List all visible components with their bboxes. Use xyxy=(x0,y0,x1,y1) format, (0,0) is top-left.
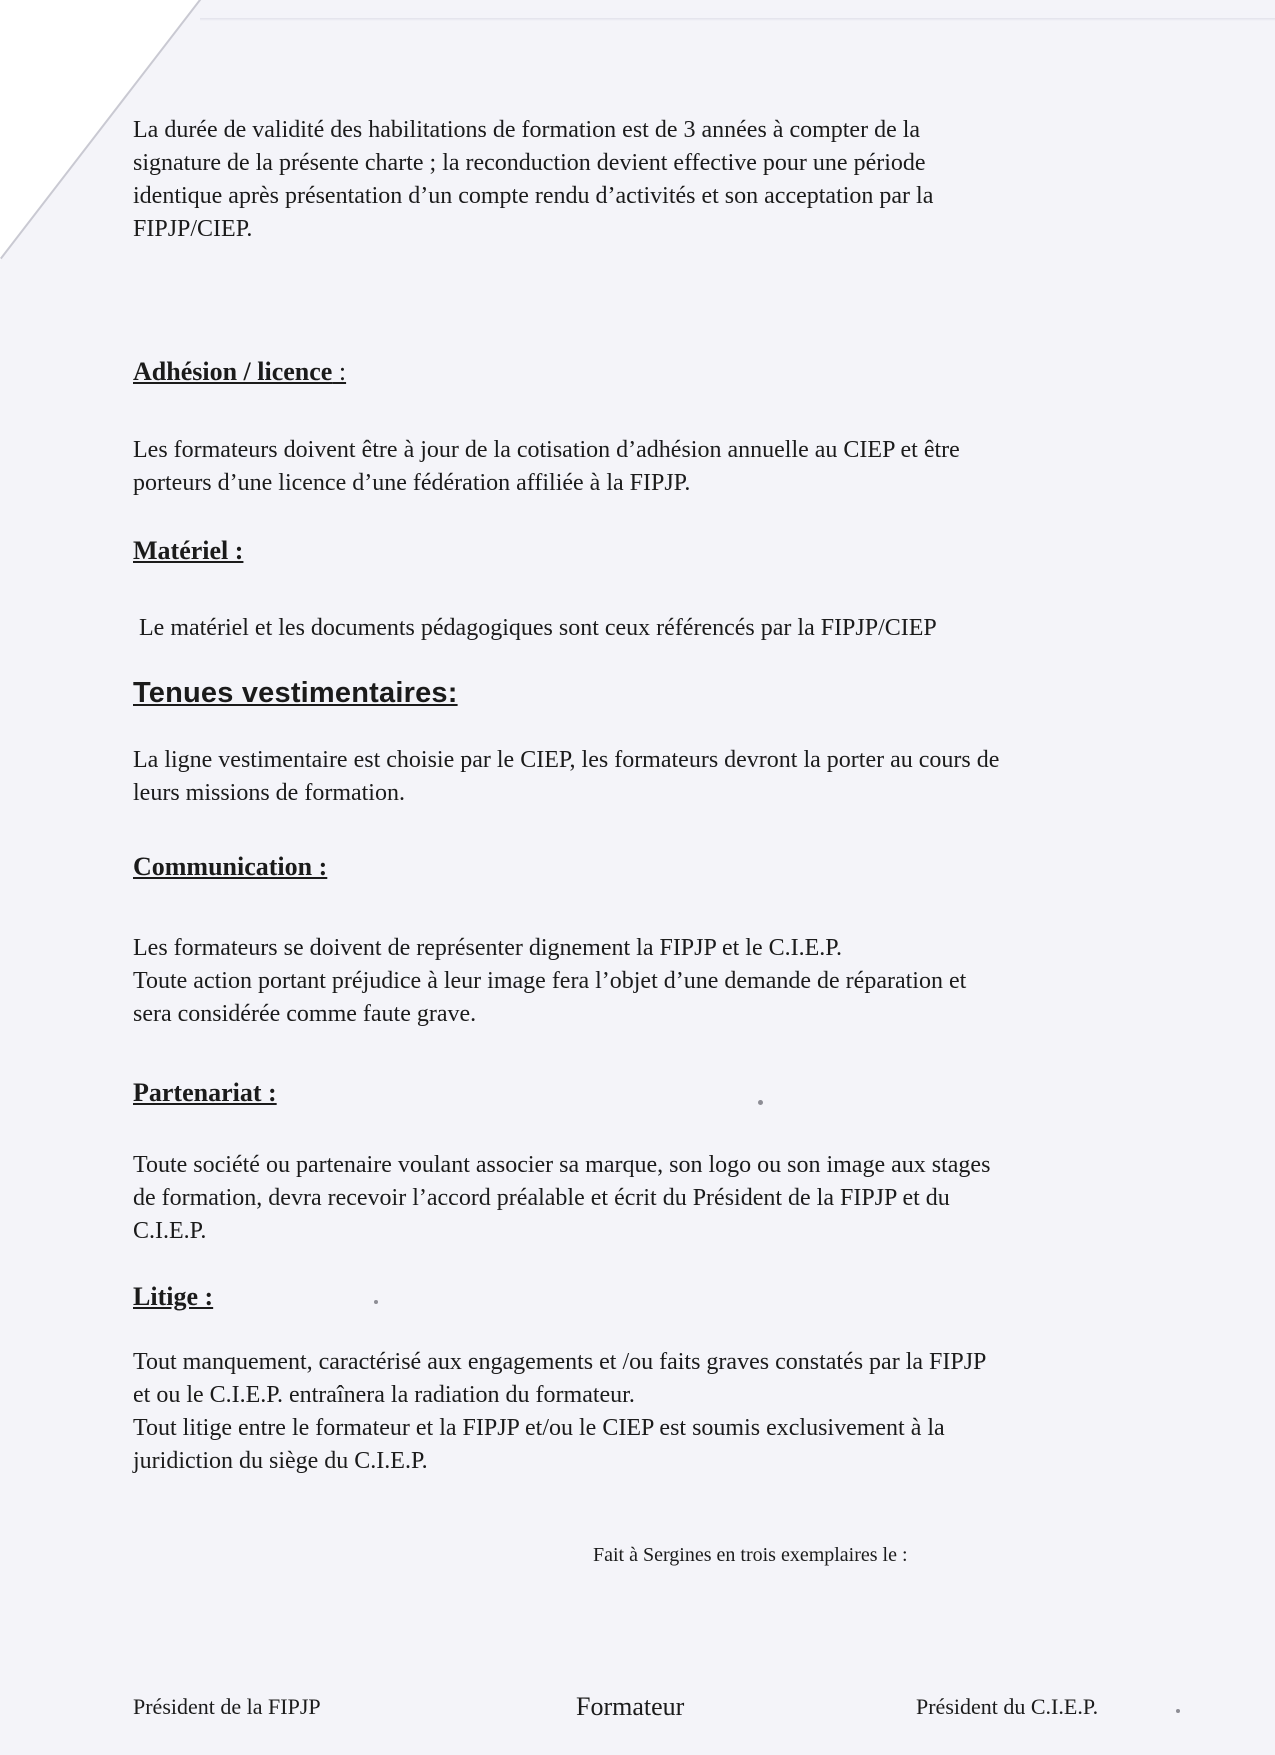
adhesion-heading-row xyxy=(133,357,346,387)
tenues-line: leurs missions de formation. xyxy=(133,780,405,806)
litige-line: et ou le C.I.E.P. entraînera la radiation du formateur. xyxy=(133,1382,635,1408)
tenues-line: La ligne vestimentaire est choisie par le CIEP, les formateurs devront la porter au cours de xyxy=(133,747,1000,773)
communication-line: Les formateurs se doivent de représenter dignement la FIPJP et le C.I.E.P. xyxy=(133,935,842,961)
communication-line: sera considérée comme faute grave. xyxy=(133,1001,477,1027)
adhesion-heading-suffix: : xyxy=(332,357,347,386)
communication-paragraph xyxy=(133,932,966,1031)
litige-paragraph xyxy=(133,1346,986,1478)
partenariat-paragraph xyxy=(133,1149,990,1248)
litige-line: juridiction du siège du C.I.E.P. xyxy=(133,1448,428,1474)
adhesion-line: porteurs d’une licence d’une fédération affiliée à la FIPJP. xyxy=(133,470,691,496)
partenariat-heading: Partenariat : xyxy=(133,1078,277,1107)
communication-line: Toute action portant préjudice à leur image fera l’objet d’une demande de réparation et xyxy=(133,968,967,994)
fait-a-line: Fait à Sergines en trois exemplaires le : xyxy=(593,1544,908,1566)
signature-label-fipjp: Président de la FIPJP xyxy=(133,1694,321,1719)
signature-label-formateur: Formateur xyxy=(576,1692,685,1721)
validity-line: identique après présentation d’un compte rendu d’activités et son acceptation par la xyxy=(133,183,934,209)
partenariat-line: Toute société ou partenaire voulant associer sa marque, son logo ou son image aux stages xyxy=(133,1152,991,1178)
scan-speck xyxy=(374,1300,378,1304)
tenues-paragraph xyxy=(133,744,999,810)
litige-heading: Litige : xyxy=(133,1282,214,1311)
signature-label-ciep: Président du C.I.E.P. xyxy=(916,1694,1099,1719)
validity-line: signature de la présente charte ; la reconduction devient effective pour une période xyxy=(133,150,926,176)
scan-speck xyxy=(1176,1709,1180,1713)
litige-line: Tout litige entre le formateur et la FIPJP et/ou le CIEP est soumis exclusivement à la xyxy=(133,1415,945,1441)
materiel-heading: Matériel : xyxy=(133,536,244,565)
validity-paragraph xyxy=(133,114,933,246)
tenues-heading: Tenues vestimentaires: xyxy=(133,677,458,709)
validity-line: La durée de validité des habilitations de formation est de 3 années à compter de la xyxy=(133,117,921,143)
validity-line: FIPJP/CIEP. xyxy=(133,216,253,242)
communication-heading: Communication : xyxy=(133,852,328,881)
partenariat-line: C.I.E.P. xyxy=(133,1218,207,1244)
adhesion-paragraph xyxy=(133,434,960,500)
partenariat-line: de formation, devra recevoir l’accord préalable et écrit du Président de la FIPJP et du xyxy=(133,1185,950,1211)
adhesion-heading: Adhésion / licence xyxy=(133,357,333,386)
adhesion-line: Les formateurs doivent être à jour de la cotisation d’adhésion annuelle au CIEP et être xyxy=(133,437,960,463)
materiel-paragraph: Le matériel et les documents pédagogiques sont ceux référencés par la FIPJP/CIEP xyxy=(139,615,937,641)
scan-speck xyxy=(758,1100,763,1105)
paper-top-edge xyxy=(200,18,1275,21)
litige-line: Tout manquement, caractérisé aux engagements et /ou faits graves constatés par la FIPJP xyxy=(133,1349,987,1375)
